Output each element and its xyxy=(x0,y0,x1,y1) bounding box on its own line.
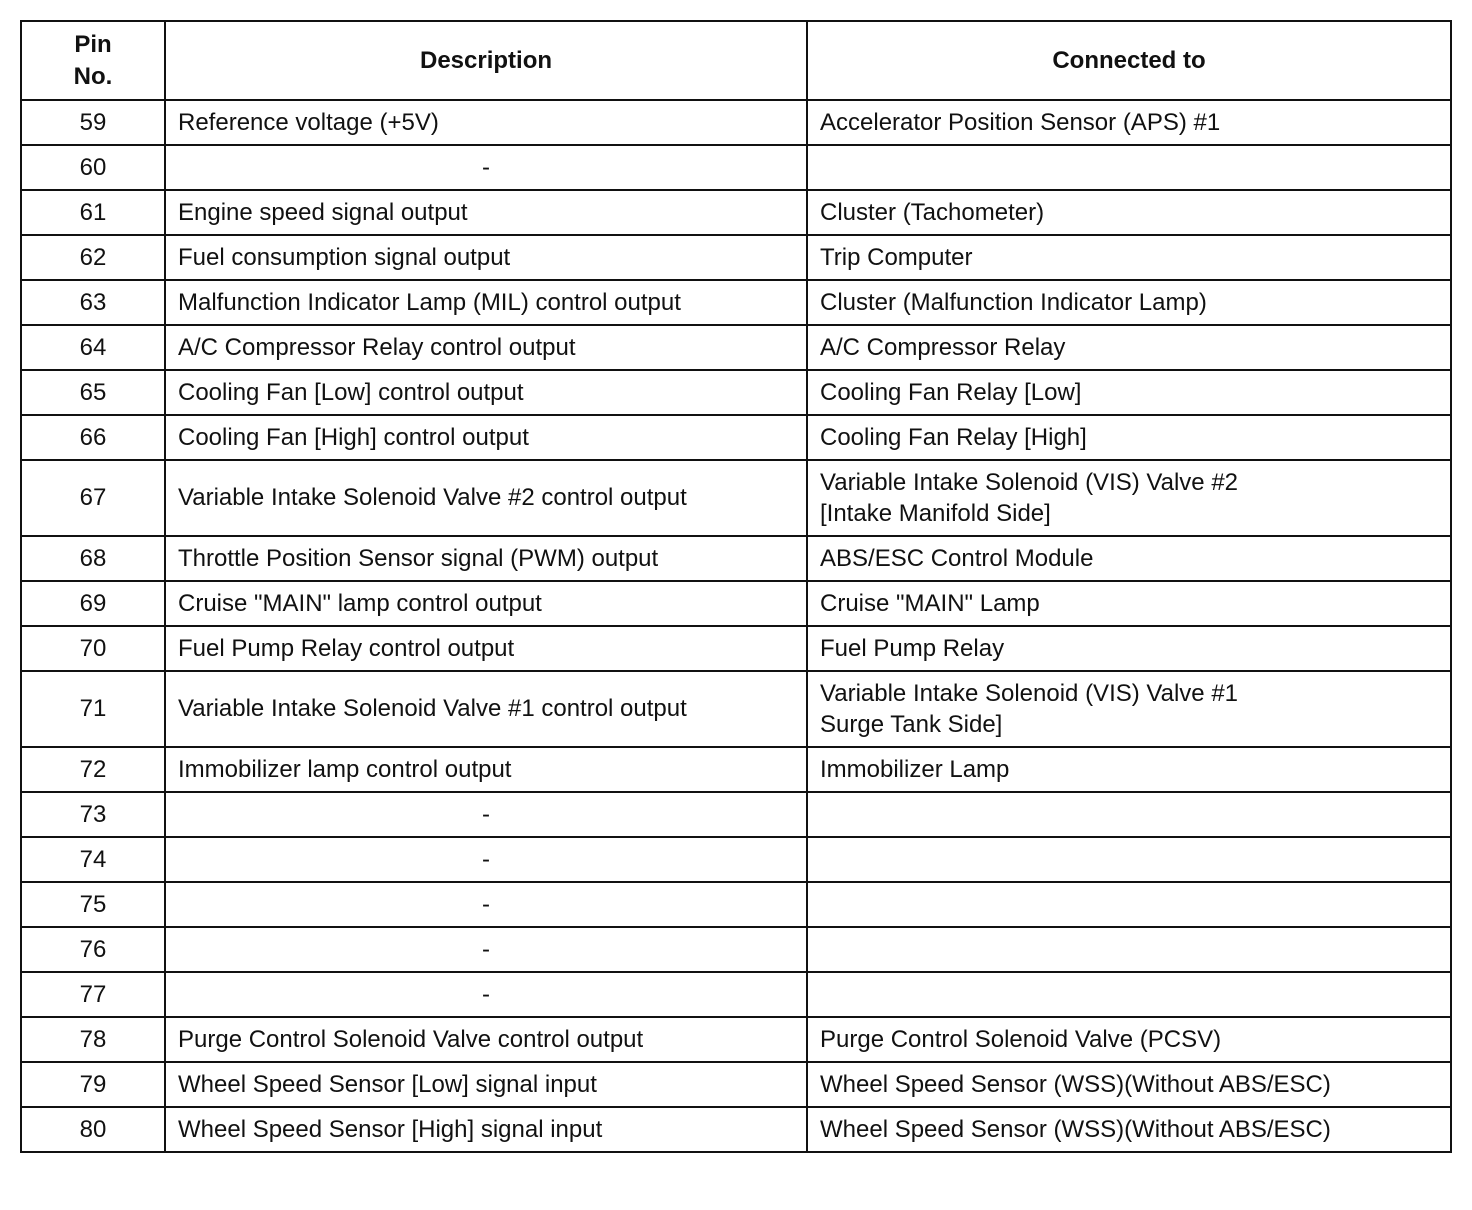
header-pin-line2: No. xyxy=(73,62,113,90)
table-row xyxy=(21,536,1451,581)
connected-to-line: Trip Computer xyxy=(820,243,973,271)
connected-to-line: Variable Intake Solenoid (VIS) Valve #2 xyxy=(820,468,1239,496)
pin-number-cell: 74 xyxy=(21,837,165,882)
pin-number-cell: 68 xyxy=(21,536,165,581)
connected-to-cell xyxy=(807,536,1451,581)
pin-number-cell: 78 xyxy=(21,1017,165,1062)
description-cell: - xyxy=(165,792,807,837)
connected-to-cell xyxy=(807,235,1451,280)
connected-to-line: Immobilizer Lamp xyxy=(820,755,1010,783)
connected-to-cell xyxy=(807,1017,1451,1062)
table-body xyxy=(21,100,1451,1152)
description-cell: Cruise "MAIN" lamp control output xyxy=(165,581,807,626)
connected-to-line: Cluster (Tachometer) xyxy=(820,198,1045,226)
connected-to-line: Variable Intake Solenoid (VIS) Valve #1 xyxy=(820,679,1239,707)
table-row xyxy=(21,460,1451,536)
table-row xyxy=(21,1062,1451,1107)
description-cell: Purge Control Solenoid Valve control output xyxy=(165,1017,807,1062)
connected-to-cell xyxy=(807,792,1451,837)
table-row xyxy=(21,671,1451,747)
table-row xyxy=(21,100,1451,145)
description-cell: - xyxy=(165,837,807,882)
connected-to-line: Cooling Fan Relay [Low] xyxy=(820,378,1082,406)
connected-to-line: Purge Control Solenoid Valve (PCSV) xyxy=(820,1025,1222,1053)
pin-number-cell: 61 xyxy=(21,190,165,235)
description-cell: A/C Compressor Relay control output xyxy=(165,325,807,370)
table-row xyxy=(21,882,1451,927)
pin-number-cell: 64 xyxy=(21,325,165,370)
connected-to-line: Surge Tank Side] xyxy=(820,711,1003,738)
connected-to-cell xyxy=(807,370,1451,415)
pin-number-cell: 80 xyxy=(21,1107,165,1152)
description-cell: Cooling Fan [High] control output xyxy=(165,415,807,460)
connected-to-cell xyxy=(807,671,1451,747)
table-row xyxy=(21,927,1451,972)
pin-number-cell: 66 xyxy=(21,415,165,460)
connected-to-cell xyxy=(807,325,1451,370)
table-row xyxy=(21,370,1451,415)
pin-number-cell: 59 xyxy=(21,100,165,145)
connected-to-line: Cooling Fan Relay [High] xyxy=(820,423,1087,451)
header-pin-no xyxy=(21,21,165,100)
pin-number-cell: 73 xyxy=(21,792,165,837)
description-cell: Reference voltage (+5V) xyxy=(165,100,807,145)
description-cell: Malfunction Indicator Lamp (MIL) control output xyxy=(165,280,807,325)
connected-to-cell xyxy=(807,927,1451,972)
table-row xyxy=(21,581,1451,626)
pin-number-cell: 70 xyxy=(21,626,165,671)
connected-to-cell xyxy=(807,1107,1451,1152)
connected-to-cell xyxy=(807,100,1451,145)
connected-to-cell xyxy=(807,581,1451,626)
table-row xyxy=(21,626,1451,671)
pin-number-cell: 79 xyxy=(21,1062,165,1107)
description-cell: Wheel Speed Sensor [Low] signal input xyxy=(165,1062,807,1107)
description-cell: Wheel Speed Sensor [High] signal input xyxy=(165,1107,807,1152)
pin-number-cell: 60 xyxy=(21,145,165,190)
pin-table xyxy=(20,20,1452,1153)
table-row xyxy=(21,415,1451,460)
connected-to-line: Cluster (Malfunction Indicator Lamp) xyxy=(820,288,1207,316)
description-cell: - xyxy=(165,882,807,927)
connected-to-cell xyxy=(807,145,1451,190)
header-connected-to: Connected to xyxy=(807,21,1451,100)
table-row xyxy=(21,280,1451,325)
description-cell: - xyxy=(165,927,807,972)
header-description: Description xyxy=(165,21,807,100)
table-row xyxy=(21,972,1451,1017)
description-cell: Variable Intake Solenoid Valve #1 control output xyxy=(165,671,807,747)
connected-to-line: Cruise "MAIN" Lamp xyxy=(820,589,1040,617)
connected-to-cell xyxy=(807,280,1451,325)
header-pin-line1: Pin xyxy=(74,31,112,59)
connected-to-cell xyxy=(807,747,1451,792)
header-row xyxy=(21,21,1451,100)
pin-number-cell: 77 xyxy=(21,972,165,1017)
connected-to-cell xyxy=(807,972,1451,1017)
table-row xyxy=(21,747,1451,792)
table-row xyxy=(21,792,1451,837)
connected-to-cell xyxy=(807,460,1451,536)
connected-to-line: Wheel Speed Sensor (WSS)(Without ABS/ESC) xyxy=(820,1070,1331,1098)
description-cell: - xyxy=(165,972,807,1017)
connected-to-cell xyxy=(807,415,1451,460)
connected-to-line: Wheel Speed Sensor (WSS)(Without ABS/ESC) xyxy=(820,1115,1331,1143)
table-row xyxy=(21,1107,1451,1152)
connected-to-line: A/C Compressor Relay xyxy=(820,333,1066,361)
description-cell: Cooling Fan [Low] control output xyxy=(165,370,807,415)
table-row xyxy=(21,837,1451,882)
table-row xyxy=(21,1017,1451,1062)
pin-number-cell: 67 xyxy=(21,460,165,536)
connected-to-line: [Intake Manifold Side] xyxy=(820,500,1051,527)
connected-to-cell xyxy=(807,882,1451,927)
description-cell: Throttle Position Sensor signal (PWM) output xyxy=(165,536,807,581)
table-row xyxy=(21,325,1451,370)
pin-number-cell: 62 xyxy=(21,235,165,280)
pin-number-cell: 75 xyxy=(21,882,165,927)
connected-to-cell xyxy=(807,190,1451,235)
description-cell: Immobilizer lamp control output xyxy=(165,747,807,792)
description-cell: - xyxy=(165,145,807,190)
pin-number-cell: 72 xyxy=(21,747,165,792)
connected-to-line: ABS/ESC Control Module xyxy=(820,544,1094,572)
table-row xyxy=(21,235,1451,280)
connected-to-line: Accelerator Position Sensor (APS) #1 xyxy=(820,108,1221,136)
table-header xyxy=(21,21,1451,100)
description-cell: Fuel consumption signal output xyxy=(165,235,807,280)
description-cell: Fuel Pump Relay control output xyxy=(165,626,807,671)
pin-number-cell: 69 xyxy=(21,581,165,626)
description-cell: Variable Intake Solenoid Valve #2 control output xyxy=(165,460,807,536)
table-row xyxy=(21,190,1451,235)
pin-number-cell: 76 xyxy=(21,927,165,972)
connected-to-cell xyxy=(807,1062,1451,1107)
table-row xyxy=(21,145,1451,190)
connected-to-cell xyxy=(807,837,1451,882)
description-cell: Engine speed signal output xyxy=(165,190,807,235)
pin-number-cell: 63 xyxy=(21,280,165,325)
pin-number-cell: 65 xyxy=(21,370,165,415)
connected-to-line: Fuel Pump Relay xyxy=(820,634,1005,662)
connected-to-cell xyxy=(807,626,1451,671)
pin-number-cell: 71 xyxy=(21,671,165,747)
